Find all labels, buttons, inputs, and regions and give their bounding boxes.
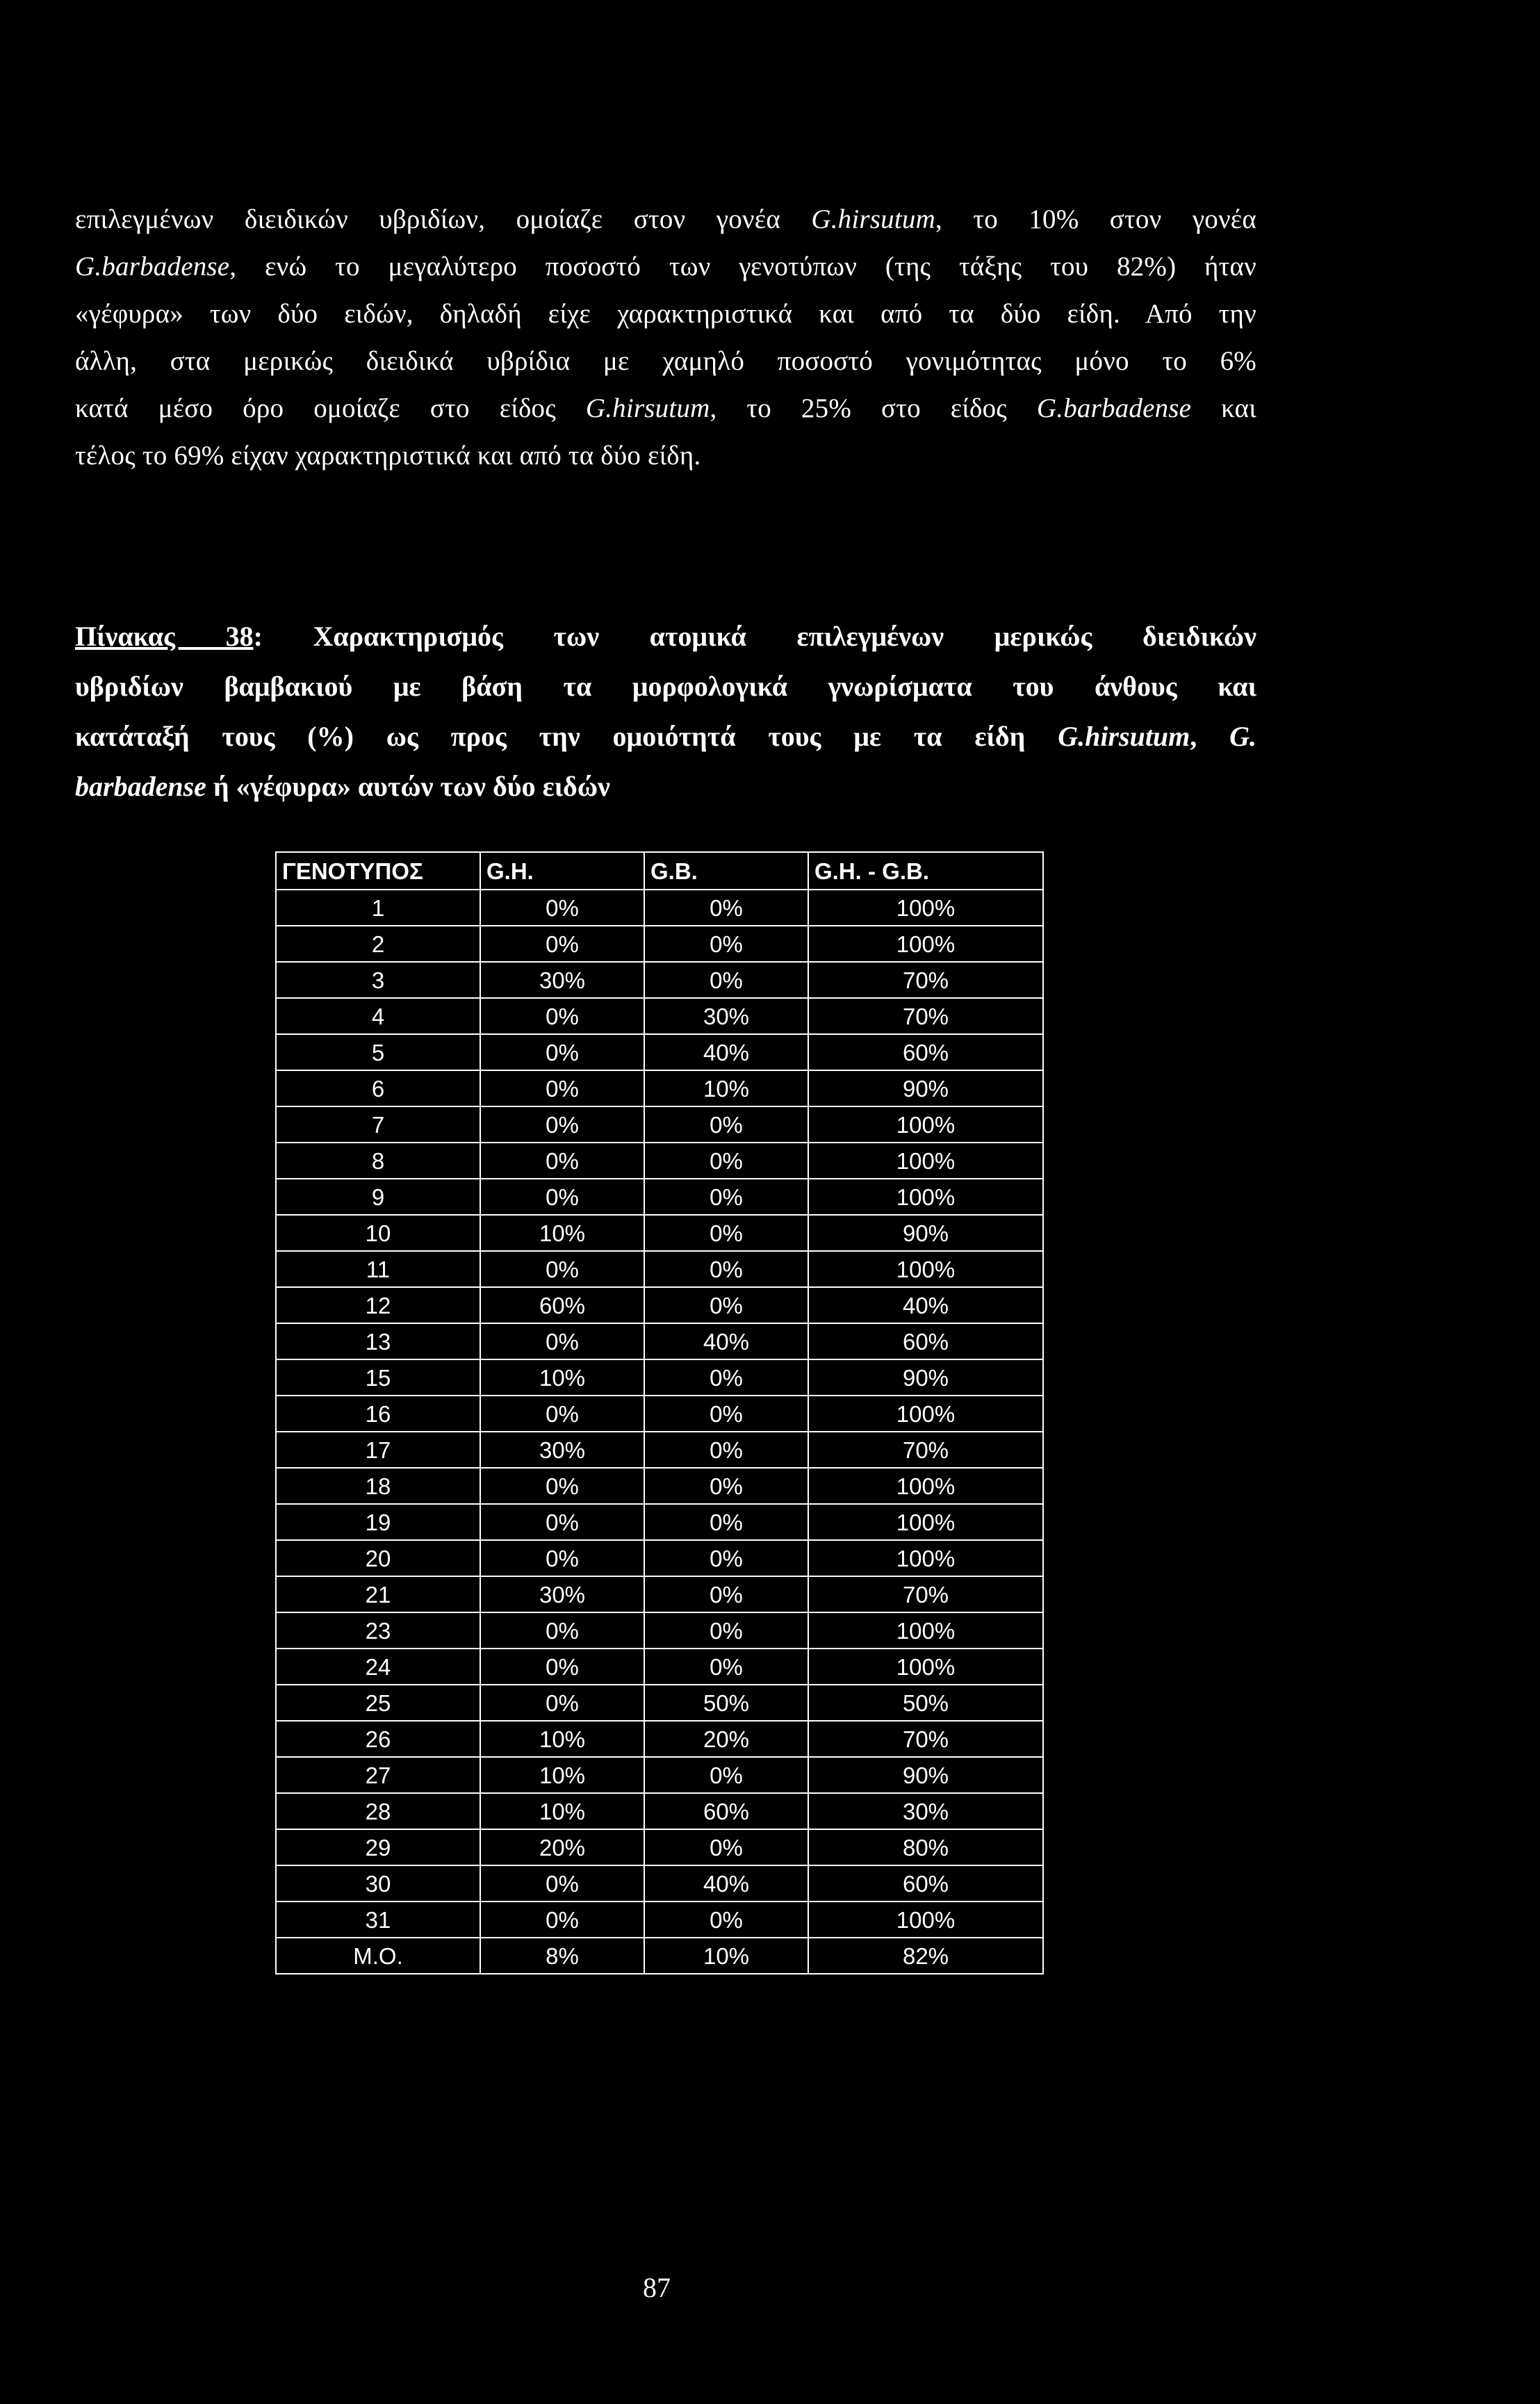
cell-gh: 0% (480, 1143, 644, 1179)
species-name: G.barbadense (75, 252, 230, 281)
cell-genotype: 31 (276, 1902, 480, 1938)
cell-gh-gb: 100% (808, 1179, 1043, 1215)
cell-gb: 0% (644, 1649, 808, 1685)
cell-gh: 8% (480, 1938, 644, 1974)
cell-gh-gb: 100% (808, 926, 1043, 962)
table-row (276, 1685, 1043, 1721)
cell-genotype: 1 (276, 890, 480, 926)
cell-genotype: 26 (276, 1721, 480, 1757)
cell-gh-gb: 100% (808, 1612, 1043, 1649)
cell-gh: 0% (480, 1649, 644, 1685)
species-name: G.barbadense (1036, 393, 1192, 423)
cell-gh-gb: 100% (808, 1106, 1043, 1143)
table-row (276, 1287, 1043, 1323)
table-row (276, 1106, 1043, 1143)
table-row (276, 1504, 1043, 1540)
table-row (276, 1143, 1043, 1179)
table-row (276, 1829, 1043, 1865)
cell-genotype: 7 (276, 1106, 480, 1143)
cell-genotype: 15 (276, 1359, 480, 1396)
table-caption (75, 612, 1256, 812)
cell-genotype: 30 (276, 1865, 480, 1902)
cell-gb: 0% (644, 1504, 808, 1540)
text-line: επιλεγμένων διειδικών υβριδίων, ομοίαζε στον γονέα G.hirsutum, το 10% στον γονέα (75, 204, 1257, 234)
cell-gh: 0% (480, 1902, 644, 1938)
cell-gh: 0% (480, 890, 644, 926)
cell-gh: 0% (480, 1106, 644, 1143)
cell-gh: 30% (480, 1576, 644, 1612)
genotype-table (275, 851, 1044, 1974)
cell-gh: 10% (480, 1721, 644, 1757)
cell-gh-gb: 100% (808, 1504, 1043, 1540)
table-row (276, 1721, 1043, 1757)
table-row (276, 1576, 1043, 1612)
cell-gb: 0% (644, 1902, 808, 1938)
cell-gh-gb: 100% (808, 1468, 1043, 1504)
cell-gh: 0% (480, 1685, 644, 1721)
table-row (276, 1938, 1043, 1974)
text-line: κατά μέσο όρο ομοίαζε στο είδος G.hirsutum, το 25% στο είδος G.barbadense και (75, 393, 1256, 423)
table-row (276, 1432, 1043, 1468)
table-row (276, 890, 1043, 926)
header-gb: G.B. (644, 852, 808, 890)
cell-gh: 0% (480, 1612, 644, 1649)
table-row (276, 1612, 1043, 1649)
cell-gh: 10% (480, 1215, 644, 1251)
cell-genotype: 6 (276, 1070, 480, 1106)
cell-gh: 0% (480, 1323, 644, 1359)
cell-gh-gb: 60% (808, 1034, 1043, 1070)
cell-gb: 0% (644, 1106, 808, 1143)
cell-gh: 30% (480, 1432, 644, 1468)
table-row (276, 926, 1043, 962)
table-label: Πίνακας 38 (75, 621, 254, 652)
cell-gh-gb: 30% (808, 1793, 1043, 1829)
cell-gh: 30% (480, 962, 644, 998)
cell-gb: 0% (644, 926, 808, 962)
cell-gb: 20% (644, 1721, 808, 1757)
cell-genotype: 29 (276, 1829, 480, 1865)
cell-gh: 10% (480, 1757, 644, 1793)
cell-genotype: 5 (276, 1034, 480, 1070)
cell-gb: 60% (644, 1793, 808, 1829)
cell-gh-gb: 40% (808, 1287, 1043, 1323)
cell-gh-gb: 100% (808, 1143, 1043, 1179)
cell-gb: 0% (644, 1359, 808, 1396)
cell-genotype: 27 (276, 1757, 480, 1793)
cell-genotype: 4 (276, 998, 480, 1034)
text-line: «γέφυρα» των δύο ειδών, δηλαδή είχε χαρακτηριστικά και από τα δύο είδη. Από την (75, 299, 1256, 329)
cell-gb: 0% (644, 1396, 808, 1432)
cell-genotype: 19 (276, 1504, 480, 1540)
table-row (276, 1757, 1043, 1793)
table-row (276, 998, 1043, 1034)
cell-gb: 40% (644, 1034, 808, 1070)
cell-gh: 0% (480, 1865, 644, 1902)
table-row (276, 1034, 1043, 1070)
header-gh: G.H. (480, 852, 644, 890)
cell-genotype: 13 (276, 1323, 480, 1359)
cell-gh-gb: 70% (808, 1432, 1043, 1468)
cell-genotype: Μ.Ο. (276, 1938, 480, 1974)
table-row (276, 1359, 1043, 1396)
species-name: G. (1229, 721, 1257, 752)
cell-genotype: 3 (276, 962, 480, 998)
header-genotype: ΓΕΝΟΤΥΠΟΣ (276, 852, 480, 890)
cell-genotype: 21 (276, 1576, 480, 1612)
cell-gh-gb: 100% (808, 890, 1043, 926)
cell-gb: 10% (644, 1070, 808, 1106)
cell-gh-gb: 100% (808, 1902, 1043, 1938)
text-line: τέλος το 69% είχαν χαρακτηριστικά και από τα δύο είδη. (75, 441, 701, 471)
cell-gh-gb: 60% (808, 1865, 1043, 1902)
cell-gh-gb: 90% (808, 1070, 1043, 1106)
cell-gh-gb: 100% (808, 1396, 1043, 1432)
table-header-row (276, 852, 1043, 890)
cell-gh: 0% (480, 1251, 644, 1287)
cell-gh: 0% (480, 1396, 644, 1432)
cell-gh-gb: 82% (808, 1938, 1043, 1974)
text-line: κατάταξή τους (%) ως προς την ομοιότητά τους με τα είδη G.hirsutum, G. (75, 721, 1257, 752)
cell-genotype: 23 (276, 1612, 480, 1649)
cell-gb: 0% (644, 1829, 808, 1865)
cell-gh-gb: 90% (808, 1215, 1043, 1251)
cell-gb: 0% (644, 1179, 808, 1215)
table-row (276, 1215, 1043, 1251)
cell-gh-gb: 100% (808, 1540, 1043, 1576)
cell-gb: 0% (644, 1143, 808, 1179)
cell-gb: 0% (644, 1576, 808, 1612)
text-line: Πίνακας 38: Χαρακτηρισμός των ατομικά επιλεγμένων μερικώς διειδικών (75, 621, 1256, 652)
cell-gh: 20% (480, 1829, 644, 1865)
page-number: 87 (643, 2272, 671, 2303)
cell-gh-gb: 90% (808, 1757, 1043, 1793)
cell-genotype: 24 (276, 1649, 480, 1685)
table-row (276, 1251, 1043, 1287)
cell-gb: 50% (644, 1685, 808, 1721)
cell-gh-gb: 100% (808, 1251, 1043, 1287)
cell-gb: 0% (644, 1215, 808, 1251)
cell-gh-gb: 90% (808, 1359, 1043, 1396)
cell-gb: 40% (644, 1865, 808, 1902)
header-gh-gb: G.H. - G.B. (808, 852, 1043, 890)
cell-gb: 0% (644, 1540, 808, 1576)
body-paragraph (75, 196, 1256, 480)
species-name: G.hirsutum (811, 204, 935, 234)
species-name: G.hirsutum (1058, 721, 1190, 752)
species-name: barbadense (75, 771, 206, 802)
table-row (276, 1179, 1043, 1215)
table-row (276, 1323, 1043, 1359)
table-row (276, 1865, 1043, 1902)
cell-genotype: 10 (276, 1215, 480, 1251)
cell-gb: 0% (644, 962, 808, 998)
cell-gb: 0% (644, 1757, 808, 1793)
table-container (275, 851, 1044, 1974)
cell-genotype: 2 (276, 926, 480, 962)
cell-gh-gb: 60% (808, 1323, 1043, 1359)
cell-gh-gb: 70% (808, 962, 1043, 998)
table-body (276, 890, 1043, 1974)
text-line: άλλη, στα μερικώς διειδικά υβρίδια με χαμηλό ποσοστό γονιμότητας μόνο το 6% (75, 346, 1256, 376)
cell-gb: 0% (644, 1468, 808, 1504)
table-row (276, 1649, 1043, 1685)
cell-genotype: 18 (276, 1468, 480, 1504)
cell-gh-gb: 70% (808, 998, 1043, 1034)
cell-genotype: 25 (276, 1685, 480, 1721)
cell-gh-gb: 80% (808, 1829, 1043, 1865)
cell-gb: 30% (644, 998, 808, 1034)
cell-genotype: 28 (276, 1793, 480, 1829)
cell-gb: 0% (644, 1287, 808, 1323)
cell-gh: 60% (480, 1287, 644, 1323)
cell-gh: 10% (480, 1359, 644, 1396)
cell-gh-gb: 70% (808, 1576, 1043, 1612)
cell-gb: 10% (644, 1938, 808, 1974)
cell-gh: 0% (480, 1540, 644, 1576)
cell-gb: 0% (644, 1251, 808, 1287)
cell-gh-gb: 50% (808, 1685, 1043, 1721)
cell-gh: 0% (480, 926, 644, 962)
cell-gh: 0% (480, 998, 644, 1034)
cell-gh: 0% (480, 1468, 644, 1504)
table-row (276, 1070, 1043, 1106)
cell-genotype: 17 (276, 1432, 480, 1468)
table-row (276, 1902, 1043, 1938)
cell-gb: 0% (644, 1612, 808, 1649)
cell-gh: 0% (480, 1179, 644, 1215)
table-row (276, 1468, 1043, 1504)
cell-gh: 0% (480, 1034, 644, 1070)
cell-genotype: 12 (276, 1287, 480, 1323)
table-row (276, 1793, 1043, 1829)
cell-genotype: 8 (276, 1143, 480, 1179)
cell-gb: 0% (644, 890, 808, 926)
cell-gb: 0% (644, 1432, 808, 1468)
cell-gh: 0% (480, 1504, 644, 1540)
cell-gh: 10% (480, 1793, 644, 1829)
cell-genotype: 11 (276, 1251, 480, 1287)
cell-genotype: 20 (276, 1540, 480, 1576)
table-row (276, 1396, 1043, 1432)
text-line: υβριδίων βαμβακιού με βάση τα μορφολογικά γνωρίσματα του άνθους και (75, 671, 1256, 702)
cell-genotype: 16 (276, 1396, 480, 1432)
text-line: barbadense ή «γέφυρα» αυτών των δύο ειδών (75, 771, 610, 802)
cell-gb: 40% (644, 1323, 808, 1359)
cell-gh: 0% (480, 1070, 644, 1106)
species-name: G.hirsutum (585, 393, 710, 423)
table-row (276, 1540, 1043, 1576)
table-row (276, 962, 1043, 998)
cell-gh-gb: 100% (808, 1649, 1043, 1685)
text-line: G.barbadense, ενώ το μεγαλύτερο ποσοστό των γενοτύπων (της τάξης του 82%) ήταν (75, 252, 1256, 281)
cell-gh-gb: 70% (808, 1721, 1043, 1757)
cell-genotype: 9 (276, 1179, 480, 1215)
